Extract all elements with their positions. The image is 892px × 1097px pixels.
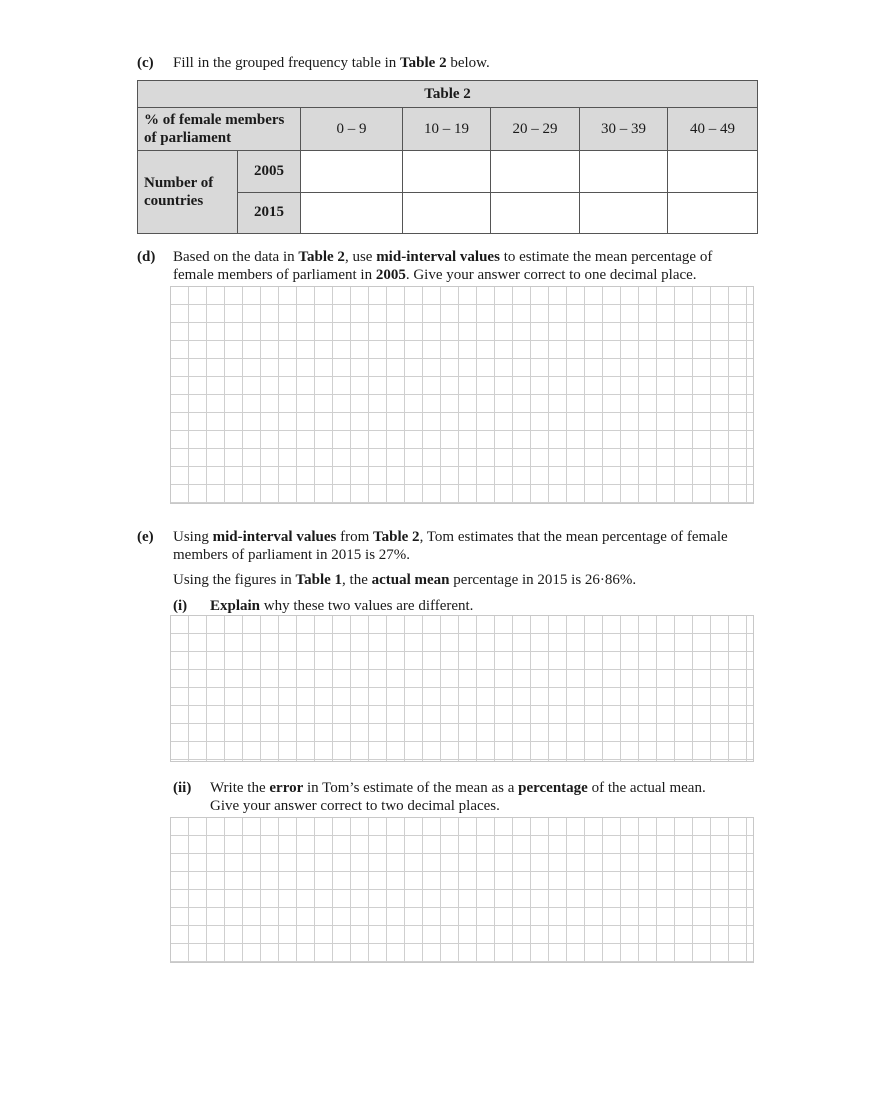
side-label xyxy=(138,151,238,234)
text-run: percentage in 2015 is 26·86%. xyxy=(449,572,637,588)
year-label-2015: 2015 xyxy=(238,192,301,233)
text-run: below. xyxy=(446,55,490,71)
text-run: , Tom estimates that the mean percentage of female xyxy=(419,529,728,545)
question-text xyxy=(173,54,490,72)
row-header-line: % of female members xyxy=(144,112,285,129)
table-2 xyxy=(137,80,758,234)
text-run: Based on the data in xyxy=(173,249,299,265)
row-header-line: of parliament xyxy=(144,130,232,147)
bold-run: Table 2 xyxy=(400,55,447,71)
column-header: 30 – 39 xyxy=(580,108,668,151)
column-header: 20 – 29 xyxy=(491,108,580,151)
column-header: 0 – 9 xyxy=(301,108,403,151)
text-run: , the xyxy=(342,572,372,588)
answer-cell[interactable] xyxy=(580,192,668,233)
text-run: Using xyxy=(173,529,213,545)
answer-cell[interactable] xyxy=(491,192,580,233)
year-label-2005: 2005 xyxy=(238,151,301,192)
text-run: why these two values are different. xyxy=(260,598,474,614)
text-run: Using the figures in xyxy=(173,572,296,588)
question-line xyxy=(210,779,706,797)
answer-cell[interactable] xyxy=(580,151,668,192)
bold-run: Table 2 xyxy=(298,249,345,265)
question-line xyxy=(173,248,712,266)
bold-run: Table 1 xyxy=(295,572,343,588)
question-line xyxy=(173,571,636,589)
text-run: in Tom’s estimate of the mean as a xyxy=(303,780,519,796)
answer-cell[interactable] xyxy=(403,192,491,233)
bold-run: actual mean xyxy=(371,572,450,588)
question-line: members of parliament in 2015 is 27%. xyxy=(173,547,411,563)
side-label-line: countries xyxy=(144,193,204,210)
text-run: Fill in the grouped frequency table in xyxy=(173,55,401,71)
row-header xyxy=(138,108,301,151)
text-run: to estimate the mean percentage of xyxy=(499,249,713,265)
answer-cell[interactable] xyxy=(668,192,758,233)
question-line xyxy=(173,266,697,284)
bold-run: mid-interval values xyxy=(212,529,337,545)
subpart-label: (ii) xyxy=(173,780,192,796)
column-header: 10 – 19 xyxy=(403,108,491,151)
bold-run: mid-interval values xyxy=(376,249,500,265)
bold-run: error xyxy=(269,780,304,796)
answer-cell[interactable] xyxy=(403,151,491,192)
bold-run: Explain xyxy=(210,598,261,614)
text-run: Write the xyxy=(210,780,270,796)
question-line xyxy=(173,528,728,546)
part-c-question xyxy=(137,54,490,72)
text-run: female members of parliament in xyxy=(173,267,376,283)
side-label-line: Number of xyxy=(144,175,214,192)
answer-grid-e-ii[interactable] xyxy=(170,817,754,963)
text-run: . Give your answer correct to one decimal place. xyxy=(405,267,697,283)
answer-cell[interactable] xyxy=(668,151,758,192)
bold-run: 2005 xyxy=(375,267,406,283)
answer-grid-e-i[interactable] xyxy=(170,615,754,762)
column-header: 40 – 49 xyxy=(668,108,758,151)
part-label: (c) xyxy=(137,55,154,71)
question-line xyxy=(210,597,473,615)
bold-run: Table 2 xyxy=(373,529,420,545)
text-run: , use xyxy=(344,249,377,265)
part-label: (e) xyxy=(137,529,154,545)
answer-cell[interactable] xyxy=(491,151,580,192)
bold-run: percentage xyxy=(518,780,588,796)
text-run: from xyxy=(336,529,374,545)
question-line: Give your answer correct to two decimal places. xyxy=(210,798,500,814)
text-run: of the actual mean. xyxy=(587,780,706,796)
subpart-label: (i) xyxy=(173,598,188,614)
answer-cell[interactable] xyxy=(301,151,403,192)
part-label: (d) xyxy=(137,249,156,265)
answer-grid-d[interactable] xyxy=(170,286,754,504)
answer-cell[interactable] xyxy=(301,192,403,233)
table-title: Table 2 xyxy=(138,81,758,108)
